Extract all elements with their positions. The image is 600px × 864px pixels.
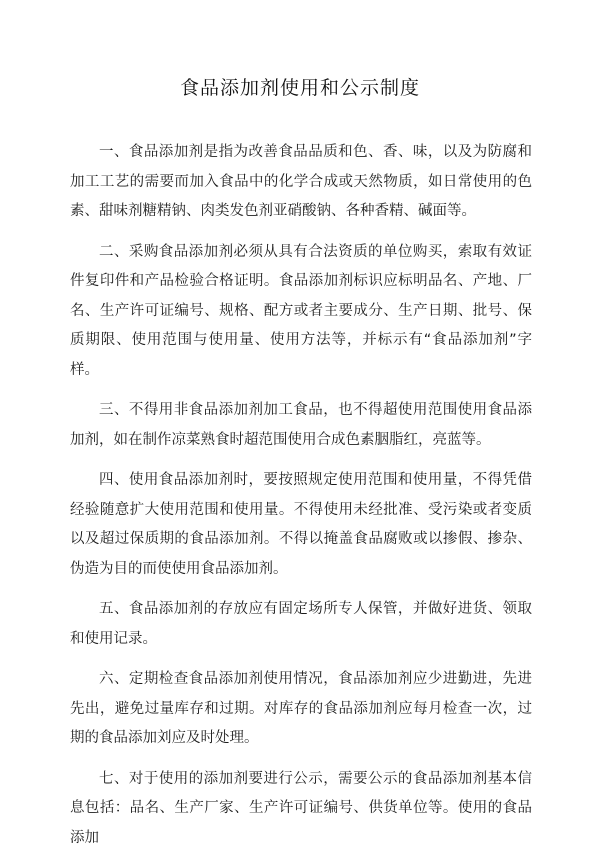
paragraph-4: 四、使用食品添加剂时，要按照规定使用范围和使用量，不得凭借经验随意扩大使用范围和使用量。不得使用未经批准、受污染或者变质以及超过保质期的食品添加剂。不得以掩盖食品腐败或以掺假、掺杂、伪造为目的而使使用食品添加剂。 — [70, 472, 532, 577]
paragraph-6: 六、定期检查食品添加剂使用情况，食品添加剂应少进勤进，先进先出，避免过量库存和过期。对库存的食品添加剂应每月检查一次，过期的食品添加刘应及时处理。 — [70, 671, 532, 746]
paragraph-7: 七、对于使用的添加剂要进行公示，需要公示的食品添加剂基本信息包括：品名、生产厂家、生产许可证编号、供货单位等。使用的食品添加 — [70, 770, 532, 846]
paragraph-2: 二、采购食品添加剂必须从具有合法资质的单位购买，索取有效证件复印件和产品检验合格证明。食品添加剂标识应标明品名、产地、厂名、生产许可证编号、规格、配方或者主要成分、生产日期、批号、保质期限、使用范围与使用量、使用方法等，并标示有“食品添加剂”字样。 — [70, 243, 532, 378]
paragraph-5: 五、食品添加剂的存放应有固定场所专人保管，并做好进货、领取和使用记录。 — [70, 601, 532, 647]
document-title: 食品添加剂使用和公示制度 — [179, 77, 420, 99]
document-body — [70, 138, 532, 864]
paragraph-1: 一、食品添加剂是指为改善食品品质和色、香、味，以及为防腐和加工工艺的需要而加入食品中的化学合成或天然物质，如日常使用的色素、甜味剂糖精钠、肉类发色剂亚硝酸钠、各种香精、碱面等。 — [70, 144, 532, 219]
paragraph-3: 三、不得用非食品添加剂加工食品，也不得超使用范围使用食品添加剂，如在制作凉菜熟食时超范围使用合成色素胭脂红，亮蓝等。 — [70, 402, 532, 448]
